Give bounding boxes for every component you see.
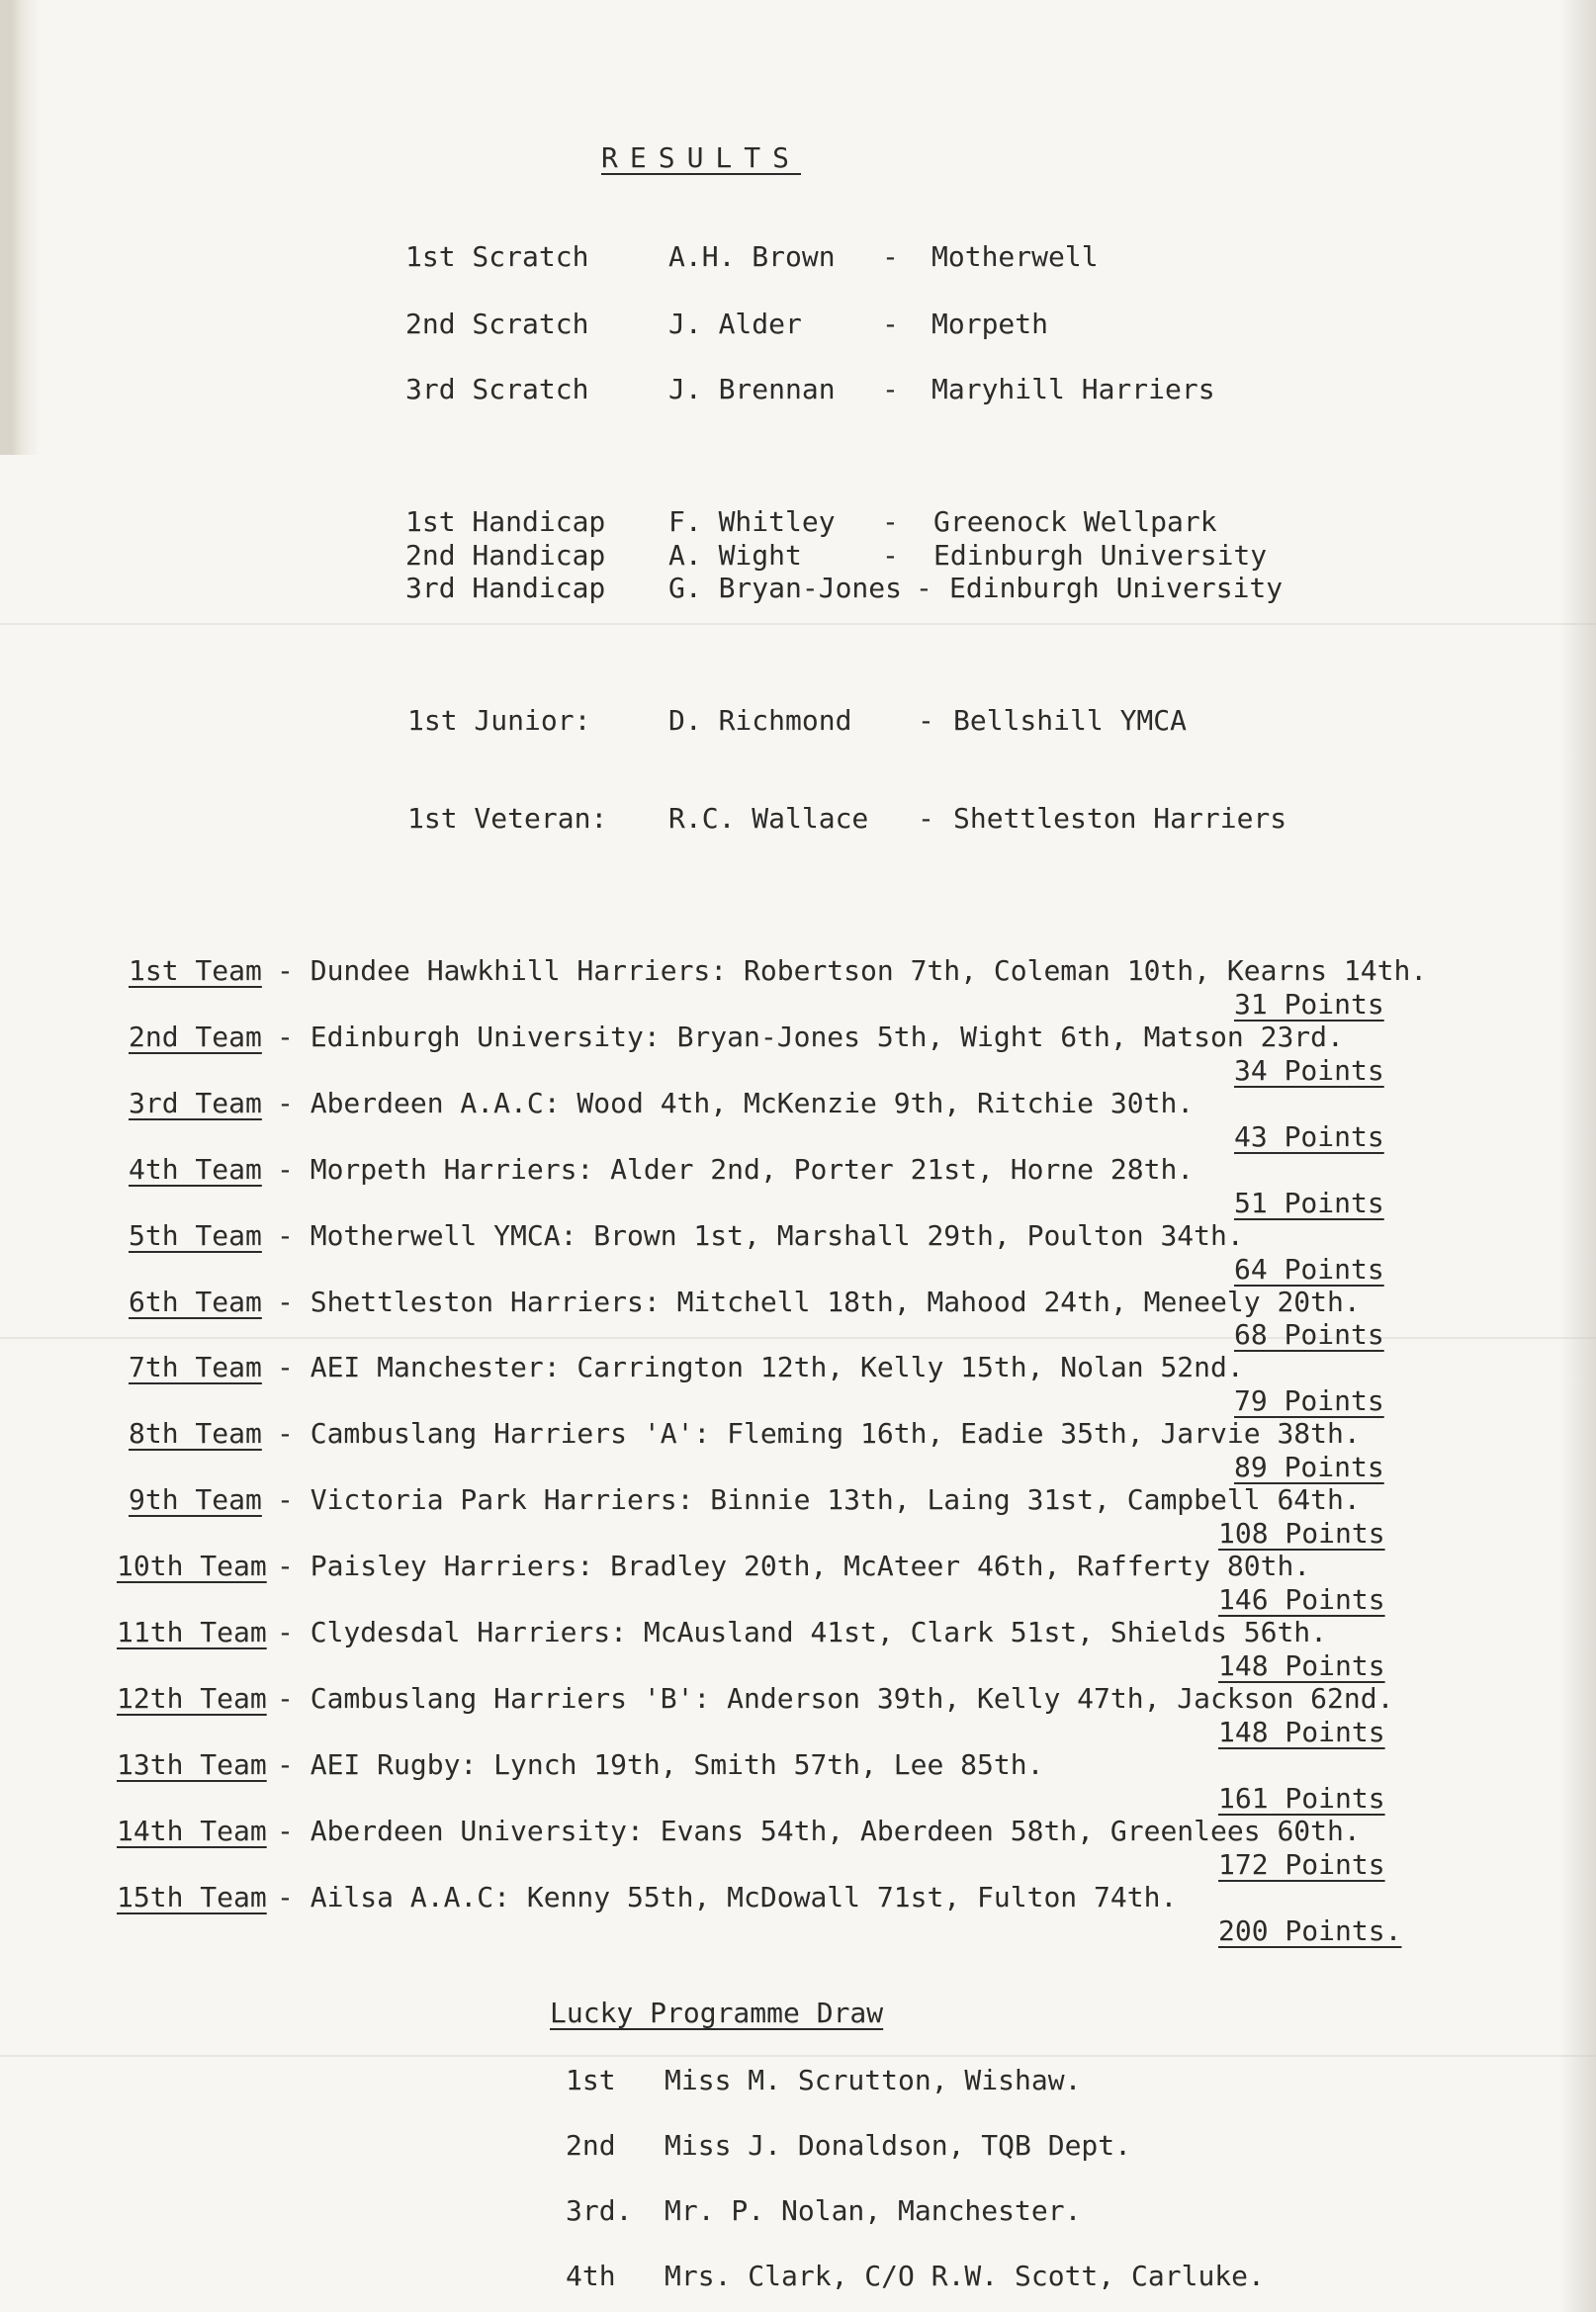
team-label: 13th Team — [117, 1748, 267, 1781]
draw-winner: Mrs. Clark, C/O R.W. Scott, Carluke. — [665, 2260, 1265, 2292]
team-label: 5th Team — [129, 1219, 262, 1252]
team-details: - Clydesdal Harriers: McAusland 41st, Clark 51st, Shields 56th. — [277, 1616, 1328, 1648]
team-points: 148 Points — [1218, 1716, 1385, 1748]
paper-edge-shadow — [1560, 0, 1596, 2312]
result-dash: - — [882, 373, 899, 405]
result-dash: - — [918, 802, 934, 835]
result-place: 1st Handicap — [405, 505, 606, 538]
result-club: Bellshill YMCA — [953, 704, 1188, 737]
result-dash: - — [882, 505, 899, 538]
result-name: A.H. Brown — [668, 240, 836, 273]
team-label: 3rd Team — [129, 1087, 262, 1119]
team-details: - Morpeth Harriers: Alder 2nd, Porter 21st, Horne 28th. — [277, 1153, 1195, 1186]
team-details: - AEI Manchester: Carrington 12th, Kelly 15th, Nolan 52nd. — [277, 1351, 1244, 1383]
team-details: - Ailsa A.A.C: Kenny 55th, McDowall 71st, Fulton 74th. — [277, 1881, 1178, 1913]
team-label: 1st Team — [129, 954, 262, 987]
draw-winner: Mr. P. Nolan, Manchester. — [665, 2194, 1082, 2227]
team-label: 8th Team — [129, 1417, 262, 1450]
result-club: Greenock Wellpark — [933, 505, 1217, 538]
result-name: F. Whitley — [668, 505, 836, 538]
draw-winner: Miss J. Donaldson, TQB Dept. — [665, 2129, 1132, 2162]
result-club: Edinburgh University — [933, 539, 1268, 572]
result-place: 2nd Handicap — [405, 539, 606, 572]
team-details: - Shettleston Harriers: Mitchell 18th, Mahood 24th, Meneely 20th. — [277, 1286, 1361, 1318]
team-points: 200 Points. — [1218, 1914, 1402, 1947]
result-name: R.C. Wallace — [668, 802, 869, 835]
team-points: 68 Points — [1234, 1318, 1384, 1351]
team-label: 14th Team — [117, 1815, 267, 1847]
result-dash: - — [916, 572, 932, 604]
team-points: 51 Points — [1234, 1187, 1384, 1219]
team-label: 11th Team — [117, 1616, 267, 1648]
draw-heading: Lucky Programme Draw — [550, 1997, 884, 2029]
team-details: - Cambuslang Harriers 'B': Anderson 39th, Kelly 47th, Jackson 62nd. — [277, 1682, 1394, 1715]
team-label: 10th Team — [117, 1550, 267, 1582]
result-name: J. Brennan — [668, 373, 836, 405]
team-points: 34 Points — [1234, 1054, 1384, 1087]
result-place: 3rd Handicap — [405, 572, 606, 604]
team-points: 64 Points — [1234, 1253, 1384, 1286]
result-place: 3rd Scratch — [405, 373, 589, 405]
draw-place: 2nd — [566, 2129, 616, 2162]
team-details: - Victoria Park Harriers: Binnie 13th, Laing 31st, Campbell 64th. — [277, 1483, 1361, 1516]
team-label: 4th Team — [129, 1153, 262, 1186]
result-club: Maryhill Harriers — [931, 373, 1215, 405]
team-label: 15th Team — [117, 1881, 267, 1913]
team-points: 43 Points — [1234, 1120, 1384, 1153]
result-club: Motherwell — [931, 240, 1099, 273]
result-name: G. Bryan-Jones — [668, 572, 903, 604]
result-club: Shettleston Harriers — [953, 802, 1287, 835]
result-name: D. Richmond — [668, 704, 852, 737]
team-points: 79 Points — [1234, 1384, 1384, 1417]
torn-corner — [0, 0, 40, 455]
page-title: RESULTS — [601, 141, 802, 174]
result-place: 1st Scratch — [405, 240, 589, 273]
result-dash: - — [882, 308, 899, 340]
team-points: 172 Points — [1218, 1848, 1385, 1881]
result-club: Edinburgh University — [949, 572, 1284, 604]
team-points: 146 Points — [1218, 1583, 1385, 1616]
team-points: 108 Points — [1218, 1517, 1385, 1550]
team-points: 31 Points — [1234, 988, 1384, 1021]
result-dash: - — [882, 539, 899, 572]
team-points: 148 Points — [1218, 1649, 1385, 1682]
team-details: - Cambuslang Harriers 'A': Fleming 16th, Eadie 35th, Jarvie 38th. — [277, 1417, 1361, 1450]
team-label: 9th Team — [129, 1483, 262, 1516]
team-label: 7th Team — [129, 1351, 262, 1383]
team-details: - Aberdeen University: Evans 54th, Aberdeen 58th, Greenlees 60th. — [277, 1815, 1361, 1847]
team-details: - Dundee Hawkhill Harriers: Robertson 7th, Coleman 10th, Kearns 14th. — [277, 954, 1428, 987]
result-dash: - — [918, 704, 934, 737]
result-name: A. Wight — [668, 539, 802, 572]
team-points: 89 Points — [1234, 1451, 1384, 1483]
result-club: Morpeth — [931, 308, 1049, 340]
draw-winner: Miss M. Scrutton, Wishaw. — [665, 2064, 1082, 2096]
result-dash: - — [882, 240, 899, 273]
team-details: - Edinburgh University: Bryan-Jones 5th, Wight 6th, Matson 23rd. — [277, 1021, 1344, 1053]
result-place: 1st Veteran: — [407, 802, 608, 835]
result-place: 2nd Scratch — [405, 308, 589, 340]
team-details: - AEI Rugby: Lynch 19th, Smith 57th, Lee 85th. — [277, 1748, 1044, 1781]
paper-fold — [0, 623, 1596, 625]
team-label: 12th Team — [117, 1682, 267, 1715]
team-details: - Aberdeen A.A.C: Wood 4th, McKenzie 9th, Ritchie 30th. — [277, 1087, 1195, 1119]
team-points: 161 Points — [1218, 1782, 1385, 1815]
team-details: - Paisley Harriers: Bradley 20th, McAteer 46th, Rafferty 80th. — [277, 1550, 1311, 1582]
team-details: - Motherwell YMCA: Brown 1st, Marshall 29th, Poulton 34th. — [277, 1219, 1244, 1252]
paper-fold — [0, 2055, 1596, 2057]
draw-place: 4th — [566, 2260, 616, 2292]
team-label: 2nd Team — [129, 1021, 262, 1053]
draw-place: 3rd. — [566, 2194, 633, 2227]
result-place: 1st Junior: — [407, 704, 591, 737]
team-label: 6th Team — [129, 1286, 262, 1318]
draw-place: 1st — [566, 2064, 616, 2096]
result-name: J. Alder — [668, 308, 802, 340]
